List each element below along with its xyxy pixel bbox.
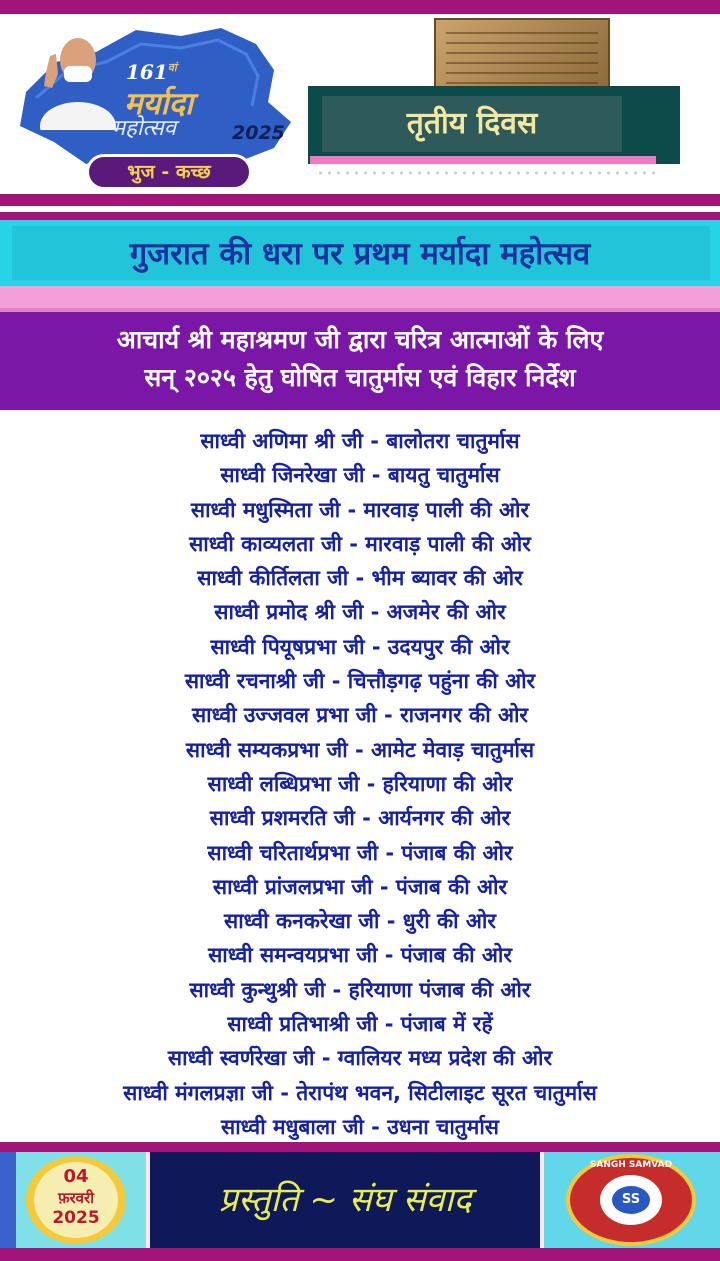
date-year: 2025 [52,1208,100,1228]
list-item: साध्वी कुन्थुश्री जी - हरियाणा पंजाब की ओर [189,977,531,1002]
list-item: साध्वी सम्यकप्रभा जी - आमेट मेवाड़ चातुर्मास [185,737,535,762]
footer-left-strip [0,1152,16,1248]
list-item: साध्वी जिनरेखा जी - बायतु चातुर्मास [220,463,500,488]
location-pill: भुज - कच्छ [86,154,252,190]
divider-bar [0,194,720,206]
footer-bottom-bar [0,1248,720,1261]
list-item: साध्वी रचनाश्री जी - चित्तौड़गढ़ पहुंना की ओर [184,669,536,694]
presenter-label: प्रस्तुति ~ संघ संवाद [218,1180,472,1220]
divider-bar-2 [0,212,720,220]
list-item: साध्वी प्रशमरति जी - आर्यनगर की ओर [209,806,511,831]
subtitle-line-1: आचार्य श्री महाश्रमण जी द्वारा चरित्र आत्माओं के लिए [116,325,604,354]
header-top-bar [0,0,720,14]
announcement-list [0,424,720,1144]
list-item: साध्वी काव्यलता जी - मारवाड़ पाली की ओर [189,531,531,556]
list-item: साध्वी स्वर्णरेखा जी - ग्वालियर मध्य प्रदेश की ओर [167,1046,553,1071]
logo-title-line1: मर्यादा [124,86,194,122]
list-item: साध्वी कीर्तिलता जी - भीम ब्यावर की ओर [197,566,523,591]
page-title: गुजरात की धरा पर प्रथम मर्यादा महोत्सव [129,236,591,272]
date-month: फ़रवरी [57,1189,95,1207]
dotted-divider [316,170,656,176]
logo-year: 2025 [232,122,285,144]
list-item: साध्वी मधुस्मिता जी - मारवाड़ पाली की ओर [190,497,530,522]
list-item: साध्वी पियूषप्रभा जी - उदयपुर की ओर [210,634,510,659]
acharya-portrait [36,26,120,130]
list-item: साध्वी प्रमोद श्री जी - अजमेर की ओर [214,600,506,625]
list-item: साध्वी अणिमा श्री जी - बालोतरा चातुर्मास [200,429,520,453]
list-item: साध्वी लब्धिप्रभा जी - हरियाणा की ओर [207,771,513,796]
list-item: साध्वी चरितार्थप्रभा जी - पंजाब की ओर [207,840,513,865]
seal-initials: SS [612,1186,650,1214]
subtitle-line-2: सन् २०२५ हेतु घोषित चातुर्मास एवं विहार निर्देश [144,363,576,392]
list-item: साध्वी मंगलप्रज्ञा जी - तेरापंथ भवन, सिटीलाइट सूरत चातुर्मास [123,1080,597,1105]
list-item: साध्वी उज्जवल प्रभा जी - राजनगर की ओर [191,703,529,728]
list-item: साध्वी मधुबाला जी - उधना चातुर्मास [221,1114,499,1139]
logo-title-line2: महोत्सव [112,116,176,141]
day-label-box [322,96,622,152]
logo-number: $161^{वां}$ [126,60,177,84]
list-item: साध्वी कनकरेखा जी - धुरी की ओर [224,909,496,934]
list-item: साध्वी प्रांजलप्रभा जी - पंजाब की ओर [212,874,508,899]
day-underline [310,156,656,164]
footer-top-bar [0,1142,720,1152]
day-label: तृतीय दिवस [406,106,538,141]
manuscript-image [434,18,610,92]
seal-ring-text: SANGH SAMVAD [589,1160,673,1170]
list-item: साध्वी समन्वयप्रभा जी - पंजाब की ओर [208,943,512,968]
date-day: 04 [63,1166,89,1187]
list-item: साध्वी प्रतिभाश्री जी - पंजाब में रहें [227,1012,493,1037]
